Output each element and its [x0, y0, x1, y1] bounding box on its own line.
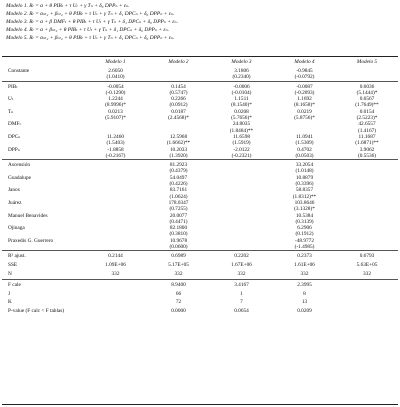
- table-cell: [336, 187, 398, 200]
- table-cell: 0.0654: [234, 307, 249, 314]
- table-cell: [147, 121, 210, 134]
- table-cell: [84, 200, 147, 213]
- row-label: DPPₙ: [2, 147, 84, 160]
- table-cell: 10.2033 (1.3920): [147, 147, 210, 160]
- table-row: [2, 68, 398, 81]
- row-label: PIBₜ: [8, 83, 18, 90]
- table-row: [2, 81, 398, 96]
- table-cell: 332: [336, 271, 398, 280]
- table-top-rule: [2, 56, 398, 57]
- table-cell: -48.9772 (-1.4985): [273, 238, 336, 251]
- table-row: [2, 225, 398, 238]
- table-cell: [336, 175, 398, 188]
- table-cell: 5.17E+05: [168, 261, 189, 268]
- row-label: Ojinaga: [8, 225, 25, 232]
- table-cell: 1: [240, 290, 243, 297]
- table-row: [2, 160, 398, 175]
- table-cell: [210, 225, 273, 238]
- row-label: DPCₙ: [8, 133, 21, 140]
- regression-table: [2, 58, 398, 316]
- row-label: SSE: [8, 261, 18, 268]
- row-label: R² ajust.: [8, 253, 26, 260]
- table-cell: 332: [84, 271, 147, 280]
- table-cell: 0.0187 (2.4568)*: [168, 108, 189, 121]
- table-cell: [210, 200, 273, 213]
- table-cell: [336, 280, 398, 291]
- table-cell: [336, 160, 398, 175]
- header-cell: Modelo 3: [231, 59, 252, 65]
- table-cell: [84, 225, 147, 238]
- table-cell: 11.6598 (1.5919): [232, 133, 251, 147]
- table-cell: 332: [273, 271, 336, 280]
- model-equation: Modelo 3. Rₜ = α + β DMFₜ + θ PIBₜ + τ Uₜ + γ Tₙ + δ₁ DPCₙ + δ₀ DPPₙ + εₙ.: [6, 19, 178, 25]
- table-cell: [210, 160, 273, 175]
- table-cell: 2.6050 (1.0410): [84, 68, 147, 81]
- table-cell: 0.4702 (0.0503): [273, 147, 336, 160]
- table-cell: 10.5384 (0.3139): [295, 212, 314, 225]
- model-equation: Modelo 4. Rₜ = α + βₙₜ₂ + θ PIBₜ + τ Uₜ + γ Tₙ + δ₁ DPCₙ + δ₀ DPPₙ + εₙ.: [6, 27, 169, 33]
- table-cell: 5.63E+05: [356, 261, 378, 268]
- table-row: [2, 308, 398, 317]
- row-label: DMFₜ: [8, 121, 21, 128]
- model-equation: Modelo 1. Rₜ = α + θ PIBₜ + τ Uₜ + γ Tₙ + δ₀ DPPₙ + εₙ.: [6, 3, 130, 9]
- table-cell: 0.1454 (0.5747): [169, 83, 188, 96]
- table-cell: 1.1692 (8.1658)*: [294, 96, 315, 109]
- table-cell: -0.0006 (-0.0104): [231, 83, 252, 96]
- header-cell: [2, 58, 84, 68]
- table-cell: [336, 225, 398, 238]
- table-row: [2, 291, 398, 300]
- table-row: [2, 262, 398, 271]
- table-cell: 1.61E+06: [294, 261, 315, 268]
- table-row: [2, 96, 398, 109]
- table-cell: [84, 308, 147, 317]
- table-cell: 0.2202: [234, 253, 249, 260]
- table-cell: 66: [175, 290, 182, 297]
- table-row: [2, 121, 398, 134]
- table-cell: 11.2460 (1.5403): [106, 133, 125, 147]
- table-cell: [336, 291, 398, 300]
- table-cell: 1.67E+06: [231, 261, 252, 268]
- table-cell: 54.0497 (0.4226): [169, 174, 188, 187]
- table-cell: [84, 175, 147, 188]
- table-cell: 11.0941 (1.5309): [295, 133, 314, 147]
- row-label: Tₙ: [8, 108, 14, 115]
- table-cell: 0.6989: [171, 253, 186, 260]
- table-cell: 72: [175, 299, 182, 306]
- model-equation: Modelo 2. Rₜ = αₙₜ₂ + βₙₜ₂ + θ PIBₜ + τ Uₜ + γ Tₙ + δ₁ DPCₙ + δ₀ DPPₙ + εₙ.: [6, 11, 175, 17]
- table-cell: 3.9062 (0.5536): [336, 147, 398, 160]
- table-cell: 6.2906 (0.1912): [295, 225, 314, 238]
- row-label: Uₜ: [8, 96, 14, 103]
- table-cell: 8.9400: [171, 282, 186, 289]
- header-cell: Modelo 4: [294, 59, 315, 65]
- table-cell: 3.1806 (0.2340): [210, 68, 273, 81]
- table-cell: [84, 238, 147, 251]
- table-header-row: [2, 58, 398, 68]
- table-cell: 12.5968 (1.6662)**: [166, 133, 191, 147]
- table-cell: 7: [240, 299, 243, 306]
- table-cell: 0.0000: [171, 307, 186, 314]
- table-row: [2, 175, 398, 188]
- table-cell: [210, 175, 273, 188]
- row-label: K: [8, 299, 12, 306]
- table-cell: [336, 68, 398, 81]
- table-row: [2, 280, 398, 291]
- table-cell: 1.09E+06: [105, 261, 126, 268]
- table-cell: [210, 213, 273, 226]
- table-cell: 0.2266 (0.0912): [169, 96, 188, 109]
- table-cell: 33.2054 (1.0148): [295, 162, 314, 175]
- table-row: [2, 200, 398, 213]
- table-cell: 24.8035 (1.8484)**: [229, 121, 254, 134]
- table-cell: -2.0122 (-0.2321): [210, 147, 273, 160]
- table-row: [2, 134, 398, 147]
- table-row: [2, 271, 398, 280]
- table-cell: 83.7161 (1.0624): [169, 187, 188, 200]
- table-cell: -0.0087 (-0.2093): [294, 83, 315, 96]
- table-cell: 0.6793: [359, 253, 375, 260]
- table-row: [2, 109, 398, 122]
- row-label: N: [2, 271, 84, 280]
- table-cell: 20.0077 (0.4471): [169, 212, 188, 225]
- table-cell: 103.8646 (3.1328)*: [294, 199, 315, 213]
- table-cell: 82.1800 (0.3810): [169, 225, 188, 238]
- row-label: Guadalupe: [8, 174, 31, 181]
- table-cell: [84, 299, 147, 308]
- table-row: [2, 238, 398, 251]
- row-label: Janos: [8, 187, 20, 194]
- table-cell: [336, 213, 398, 226]
- table-cell: 0.0209: [297, 307, 312, 314]
- table-cell: 0.6567 (1.7649)**: [355, 96, 379, 109]
- table-cell: [210, 187, 273, 200]
- row-label: F cale: [8, 282, 21, 289]
- table-cell: [336, 299, 398, 308]
- table-cell: 332: [210, 271, 273, 280]
- table-row: [2, 299, 398, 308]
- table-cell: 1.1511 (8.1540)*: [231, 96, 252, 109]
- table-cell: 0.2373: [297, 253, 312, 260]
- table-cell: 0.0154 (2.5223)*: [356, 108, 378, 121]
- table-cell: 0.6036 (5.1444)*: [356, 83, 378, 96]
- table-cell: [336, 308, 398, 317]
- table-row: [2, 187, 398, 200]
- row-label: Juárez: [8, 199, 22, 206]
- table-cell: [210, 238, 273, 251]
- model-equations: [6, 2, 178, 42]
- table-cell: [147, 68, 210, 81]
- header-cell: Modelo 1: [105, 59, 126, 65]
- header-cell: Modelo 5: [356, 59, 378, 65]
- table-cell: 0.0208 (5.7656)*: [231, 108, 252, 121]
- table-cell: 3.4167: [234, 282, 249, 289]
- table-cell: 0.2144: [108, 253, 123, 260]
- table-bottom-rule: [2, 404, 398, 405]
- table-cell: 13: [301, 299, 308, 306]
- row-label: Ascensión: [8, 162, 31, 169]
- table-cell: 10.8879 (0.3396): [295, 174, 314, 187]
- table-cell: 81.2923 (0.4379): [169, 162, 188, 175]
- table-cell: 332: [147, 271, 210, 280]
- table-row: [2, 251, 398, 262]
- table-row: [2, 147, 398, 160]
- table-cell: 42.6557 (1.4167): [357, 121, 377, 134]
- table-cell: 1.2244 (8.9996)*: [105, 96, 126, 109]
- row-label: J: [8, 290, 11, 297]
- row-label: Manuel Benavides: [8, 212, 48, 219]
- table-cell: 10.9678 (0.0600): [147, 238, 210, 251]
- table-cell: 0.0219 (5.8756)*: [294, 108, 315, 121]
- table-cell: 8: [303, 290, 306, 297]
- row-label: Praxedis G. Guerrero: [2, 238, 84, 251]
- table-cell: [336, 238, 398, 251]
- table-cell: [84, 160, 147, 175]
- table-cell: [84, 213, 147, 226]
- row-label: Constante: [2, 68, 84, 81]
- table-cell: [273, 121, 336, 134]
- table-cell: -1.8858 (-0.2167): [84, 147, 147, 160]
- table-cell: 178.0347 (0.7255): [168, 199, 189, 213]
- table-cell: [336, 200, 398, 213]
- table-cell: 0.0213 (5.9107)*: [105, 108, 126, 121]
- table-cell: 11.1687 (1.6871)**: [355, 133, 379, 147]
- row-label: P-value (F calc < F tablas): [8, 307, 65, 314]
- table-cell: 2.3995: [297, 282, 312, 289]
- table-body: [2, 68, 398, 316]
- table-cell: [84, 291, 147, 300]
- table-cell: [84, 121, 147, 134]
- table-row: [2, 213, 398, 226]
- table-cell: -0.9845 (-0.0792): [273, 68, 336, 81]
- table-cell: [84, 187, 147, 200]
- table-cell: 58.8357 (1.8312)**: [292, 187, 317, 200]
- header-cell: Modelo 2: [168, 59, 189, 65]
- table-cell: [84, 280, 147, 291]
- table-cell: -0.0054 (-0.1290): [105, 83, 126, 96]
- model-equation: Modelo 5. Rₜ = αₙₜ₂ + βₙₜ₂ + θ PIBₜ + τ Uₜ + γ Tₙ + δ₁ DPCₙ + δ₀ DPPₙ + εₙ.: [6, 35, 175, 41]
